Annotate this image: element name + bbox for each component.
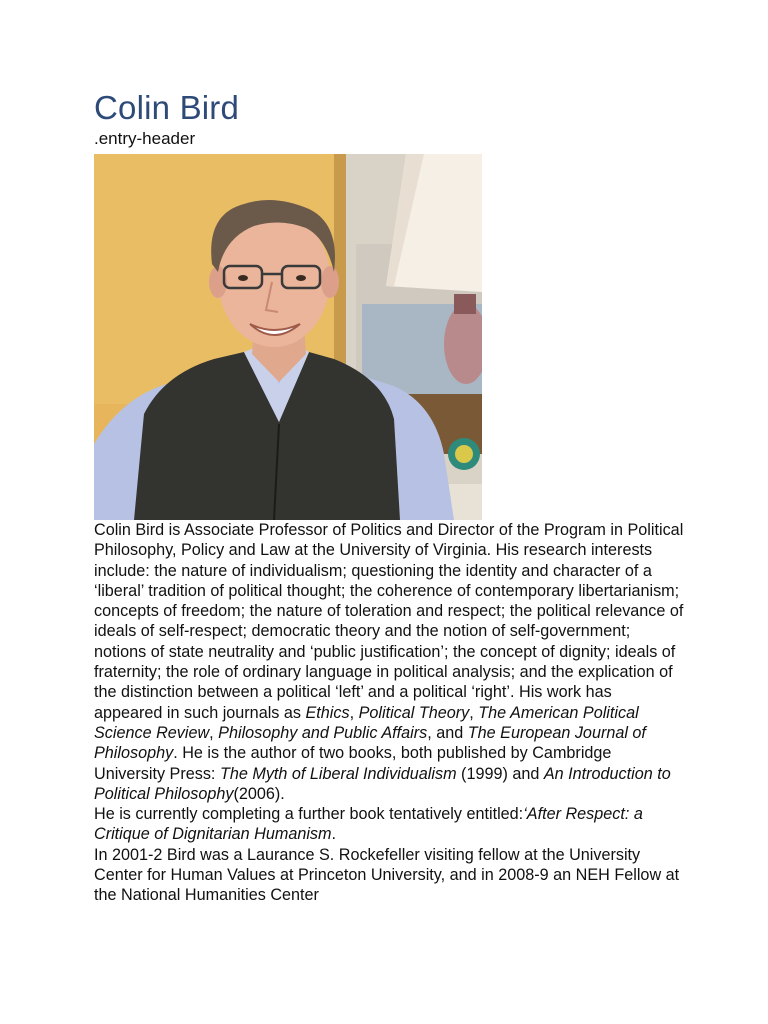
portrait-image — [94, 154, 482, 520]
article — [94, 88, 684, 906]
book-after-respect: ‘After Respect: a Critique of Dignitarian Humanism — [94, 805, 643, 844]
book-1-year: (1999) and — [456, 764, 544, 783]
journal-ethics: Ethics — [305, 703, 350, 722]
bio-paragraph-1 — [94, 520, 684, 845]
journal-ppa: Philosophy and Public Affairs — [218, 723, 428, 742]
journal-apsr: The American Political Science Review — [94, 703, 639, 742]
bio-journals-intro: His work has appeared in such journals as — [94, 683, 612, 722]
profile-photo — [94, 154, 482, 520]
separator: , and — [427, 723, 468, 742]
entry-header-label: .entry-header — [94, 129, 196, 148]
bio-sentence-intro: Colin Bird is Associate Professor of Politics and Director of the Program in Political Philosophy, Policy and Law at the University of Virginia. His research interests include: the nature of individualism; questioning the identity and character of a ‘liberal’ tradition of political thought; the coherence of contemporary libertarianism; concepts of freedom; the nature of toleration and respect; the political relevance of ideals of self-respect; democratic theory and the notion of self-government; notions of state neutrality and ‘public justification’; the concept of dignity; ideals of fraternity; the role of ordinary language in political analysis; and the explication of the distinction between a political ‘left’ and a political ‘right’. — [94, 521, 684, 702]
sentence-end: . — [331, 825, 337, 844]
biography-text — [94, 520, 684, 906]
book-myth-of-liberal-individualism: The Myth of Liberal Individualism — [219, 764, 457, 783]
bio-current-book-intro: He is currently completing a further book tentatively entitled: — [94, 805, 524, 824]
page-title: Colin Bird — [94, 89, 240, 126]
bio-paragraph-2: In 2001-2 Bird was a Laurance S. Rockefeller visiting fellow at the University Center for Human Values at Princeton University, and in 2008-9 an NEH Fellow at the National Humanities Center — [94, 845, 680, 905]
separator: , — [349, 703, 359, 722]
separator: , — [469, 703, 479, 722]
book-2-year: (2006). — [233, 784, 285, 803]
journal-political-theory: Political Theory — [358, 703, 470, 722]
separator: , — [209, 723, 219, 742]
book-intro-political-philosophy: An Introduction to Political Philosophy — [94, 764, 671, 803]
journal-ejp: The European Journal of Philosophy — [94, 723, 646, 763]
bio-books-intro: . He is the author of two books, both published by Cambridge University Press: — [94, 744, 612, 783]
